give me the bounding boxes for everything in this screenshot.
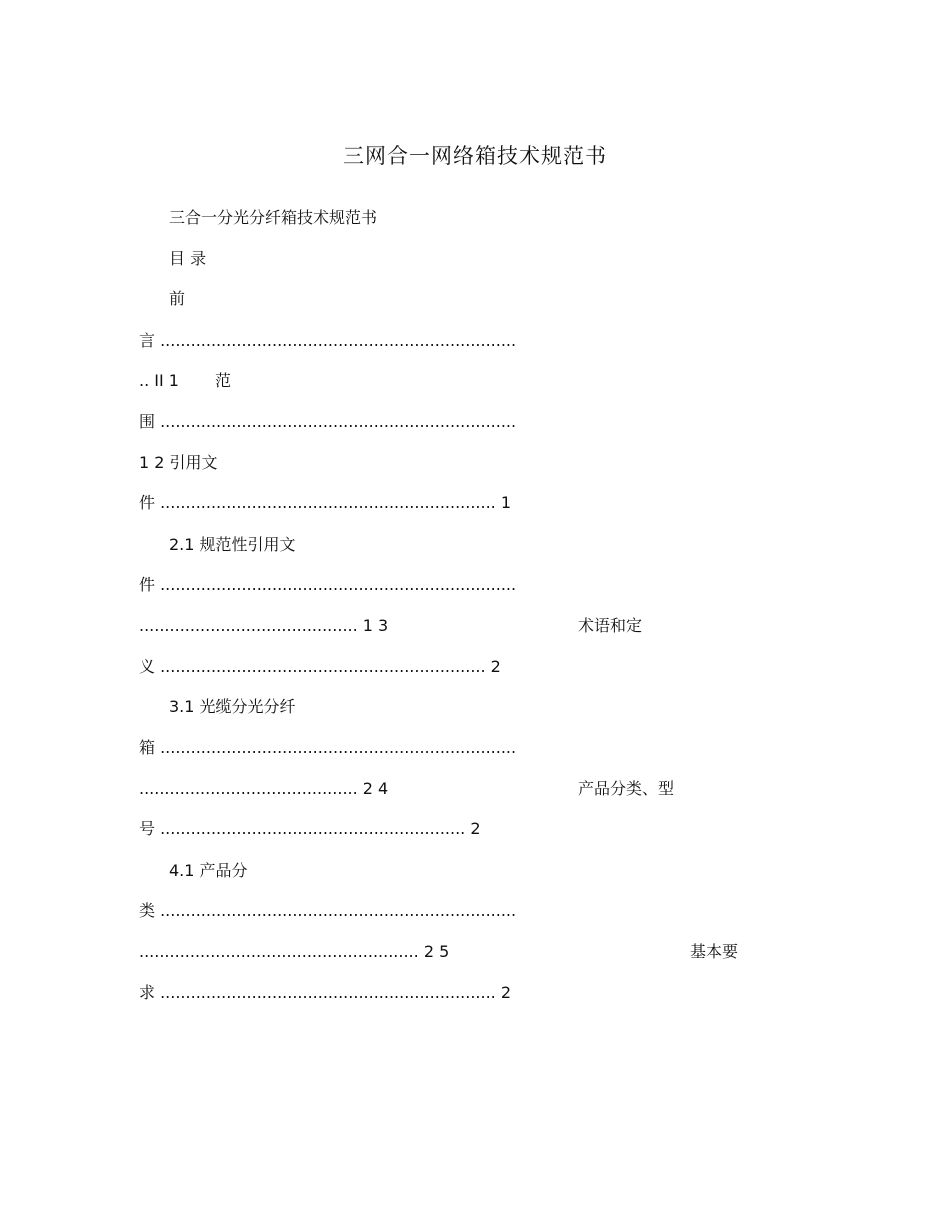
toc-line-17a: ....................................................... 2 5 bbox=[139, 942, 450, 961]
document-subtitle: 三合一分光分纤箱技术规范书 bbox=[169, 208, 378, 227]
toc-line-15: 4.1 产品分 bbox=[169, 861, 248, 880]
toc-line-14: 号 ............................................................ 2 bbox=[139, 819, 481, 838]
toc-line-8: 件 ...................................................................... bbox=[139, 575, 517, 594]
toc-line-4: 围 ...................................................................... bbox=[139, 412, 517, 431]
toc-line-17b: 基本要 bbox=[690, 942, 739, 961]
toc-line-6: 件 .................................................................. 1 bbox=[139, 493, 512, 512]
toc-line-5: 1 2 引用文 bbox=[139, 453, 218, 472]
toc-line-13a: ........................................... 2 4 bbox=[139, 779, 389, 798]
toc-line-9b: 术语和定 bbox=[578, 616, 643, 635]
toc-line-9a: ........................................... 1 3 bbox=[139, 616, 389, 635]
toc-line-11: 3.1 光缆分光分纤 bbox=[169, 697, 296, 716]
toc-line-12: 箱 ...................................................................... bbox=[139, 738, 517, 757]
toc-line-16: 类 ...................................................................... bbox=[139, 901, 517, 920]
toc-line-13b: 产品分类、型 bbox=[578, 779, 675, 798]
toc-heading: 目 录 bbox=[169, 249, 207, 268]
toc-line-2: 言 ...................................................................... bbox=[139, 331, 517, 350]
toc-line-18: 求 .................................................................. 2 bbox=[139, 983, 512, 1002]
toc-line-10: 义 ................................................................ 2 bbox=[139, 657, 501, 676]
toc-line-3a: .. II 1 bbox=[139, 371, 179, 390]
document-title: 三网合一网络箱技术规范书 bbox=[343, 144, 607, 168]
toc-line-1: 前 bbox=[169, 289, 186, 308]
toc-line-3b: 范 bbox=[215, 371, 232, 390]
toc-line-7: 2.1 规范性引用文 bbox=[169, 535, 296, 554]
